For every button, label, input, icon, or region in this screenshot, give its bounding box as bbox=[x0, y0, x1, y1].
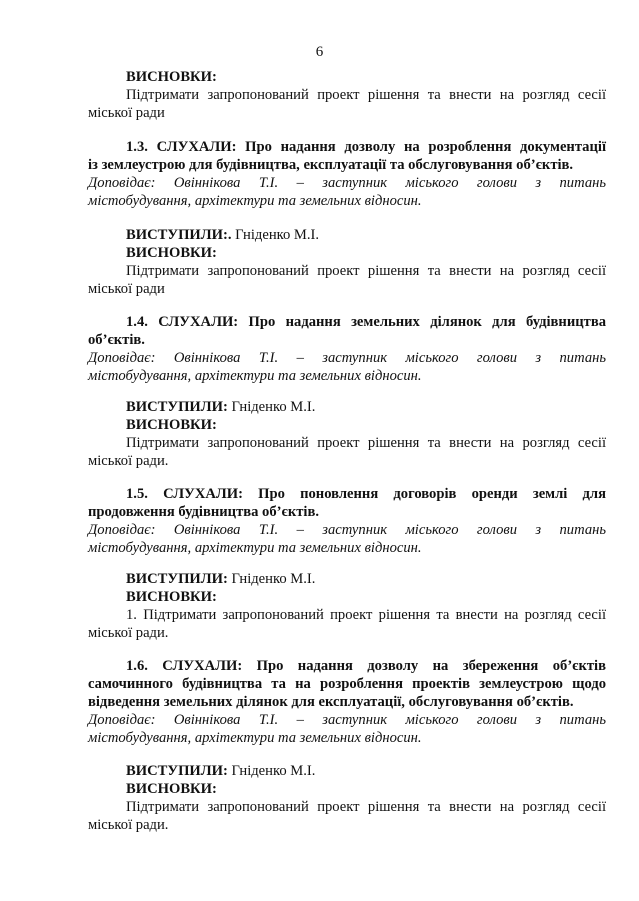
conclusions-text: Підтримати запропонований проект рішення та внести на розгляд сесії bbox=[126, 263, 606, 279]
spoke-label: ВИСТУПИЛИ: bbox=[126, 399, 228, 415]
spoke-name: Гніденко М.І. bbox=[231, 571, 316, 587]
speaker-line-continued: містобудування, архітектури та земельних відносин. bbox=[88, 730, 422, 746]
speaker-label: Доповідає: bbox=[88, 175, 156, 191]
speaker-details: Овіннікова Т.І. – заступник міського голови з питань bbox=[173, 175, 606, 191]
spoke-line bbox=[88, 398, 606, 416]
speaker-line bbox=[88, 711, 606, 729]
conclusions-label: ВИСНОВКИ: bbox=[126, 589, 217, 605]
agenda-item-1-3 bbox=[88, 138, 606, 210]
item-heading-continued: продовження будівництва об’єктів. bbox=[88, 504, 319, 520]
agenda-item-1-5 bbox=[88, 485, 606, 557]
speaker-details: Овіннікова Т.І. – заступник міського голови з питань bbox=[173, 522, 606, 538]
spoke-line bbox=[88, 762, 606, 780]
conclusions-label: ВИСНОВКИ: bbox=[126, 245, 217, 261]
speaker-details: Овіннікова Т.І. – заступник міського голови з питань bbox=[173, 350, 606, 366]
conclusions-label: ВИСНОВКИ: bbox=[126, 781, 217, 797]
conclusions-text-continued: міської ради. bbox=[88, 625, 169, 641]
conclusions-text-continued: міської ради bbox=[88, 105, 165, 121]
item-heading: 1.3. СЛУХАЛИ: Про надання дозволу на розроблення документації bbox=[126, 139, 606, 155]
item-heading-continued: об’єктів. bbox=[88, 332, 145, 348]
agenda-item-1-4 bbox=[88, 313, 606, 385]
item-heading-continued: самочинного будівництва та на розроблення проектів землеустрою щодо bbox=[88, 676, 606, 692]
item-heading-continued: із землеустрою для будівництва, експлуатації та обслуговування об’єктів. bbox=[88, 157, 574, 173]
spoke-name: Гніденко М.І. bbox=[231, 399, 316, 415]
conclusions-label: ВИСНОВКИ: bbox=[126, 417, 217, 433]
spoke-label: ВИСТУПИЛИ: bbox=[126, 763, 228, 779]
speaker-label: Доповідає: bbox=[88, 712, 156, 728]
conclusions-text: Підтримати запропонований проект рішення та внести на розгляд сесії bbox=[126, 799, 606, 815]
item-heading: 1.6. СЛУХАЛИ: Про надання дозволу на збереження об’єктів bbox=[126, 658, 606, 674]
item-heading: 1.4. СЛУХАЛИ: Про надання земельних ділянок для будівництва bbox=[126, 314, 606, 330]
agenda-item-1-5-outcome bbox=[88, 570, 606, 642]
speaker-label: Доповідає: bbox=[88, 522, 156, 538]
agenda-item-1-6 bbox=[88, 657, 606, 747]
speaker-line bbox=[88, 174, 606, 192]
agenda-item-1-3-outcome bbox=[88, 226, 606, 298]
speaker-details: Овіннікова Т.І. – заступник міського голови з питань bbox=[173, 712, 606, 728]
page-number: 6 bbox=[315, 44, 324, 60]
spoke-name: Гніденко М.І. bbox=[231, 763, 316, 779]
spoke-label: ВИСТУПИЛИ:. bbox=[126, 227, 232, 243]
conclusions-label: ВИСНОВКИ: bbox=[126, 69, 217, 85]
speaker-line bbox=[88, 521, 606, 539]
agenda-item-1-4-outcome bbox=[88, 398, 606, 470]
speaker-line bbox=[88, 349, 606, 367]
spoke-line bbox=[88, 226, 606, 244]
item-heading-continued: відведення земельних ділянок для експлуатації, обслуговування об’єктів. bbox=[88, 694, 574, 710]
intro-conclusions bbox=[88, 68, 606, 122]
agenda-item-1-6-outcome bbox=[88, 762, 606, 834]
speaker-line-continued: містобудування, архітектури та земельних відносин. bbox=[88, 193, 422, 209]
conclusions-text: 1. Підтримати запропонований проект рішення та внести на розгляд сесії bbox=[126, 607, 606, 623]
spoke-line bbox=[88, 570, 606, 588]
item-heading: 1.5. СЛУХАЛИ: Про поновлення договорів оренди землі для bbox=[126, 486, 606, 502]
conclusions-text-continued: міської ради bbox=[88, 281, 165, 297]
conclusions-text: Підтримати запропонований проект рішення та внести на розгляд сесії bbox=[126, 87, 606, 103]
conclusions-text: Підтримати запропонований проект рішення та внести на розгляд сесії bbox=[126, 435, 606, 451]
spoke-label: ВИСТУПИЛИ: bbox=[126, 571, 228, 587]
spoke-name: Гніденко М.І. bbox=[235, 227, 320, 243]
speaker-line-continued: містобудування, архітектури та земельних відносин. bbox=[88, 540, 422, 556]
speaker-label: Доповідає: bbox=[88, 350, 156, 366]
conclusions-text-continued: міської ради. bbox=[88, 453, 169, 469]
speaker-line-continued: містобудування, архітектури та земельних відносин. bbox=[88, 368, 422, 384]
conclusions-text-continued: міської ради. bbox=[88, 817, 169, 833]
